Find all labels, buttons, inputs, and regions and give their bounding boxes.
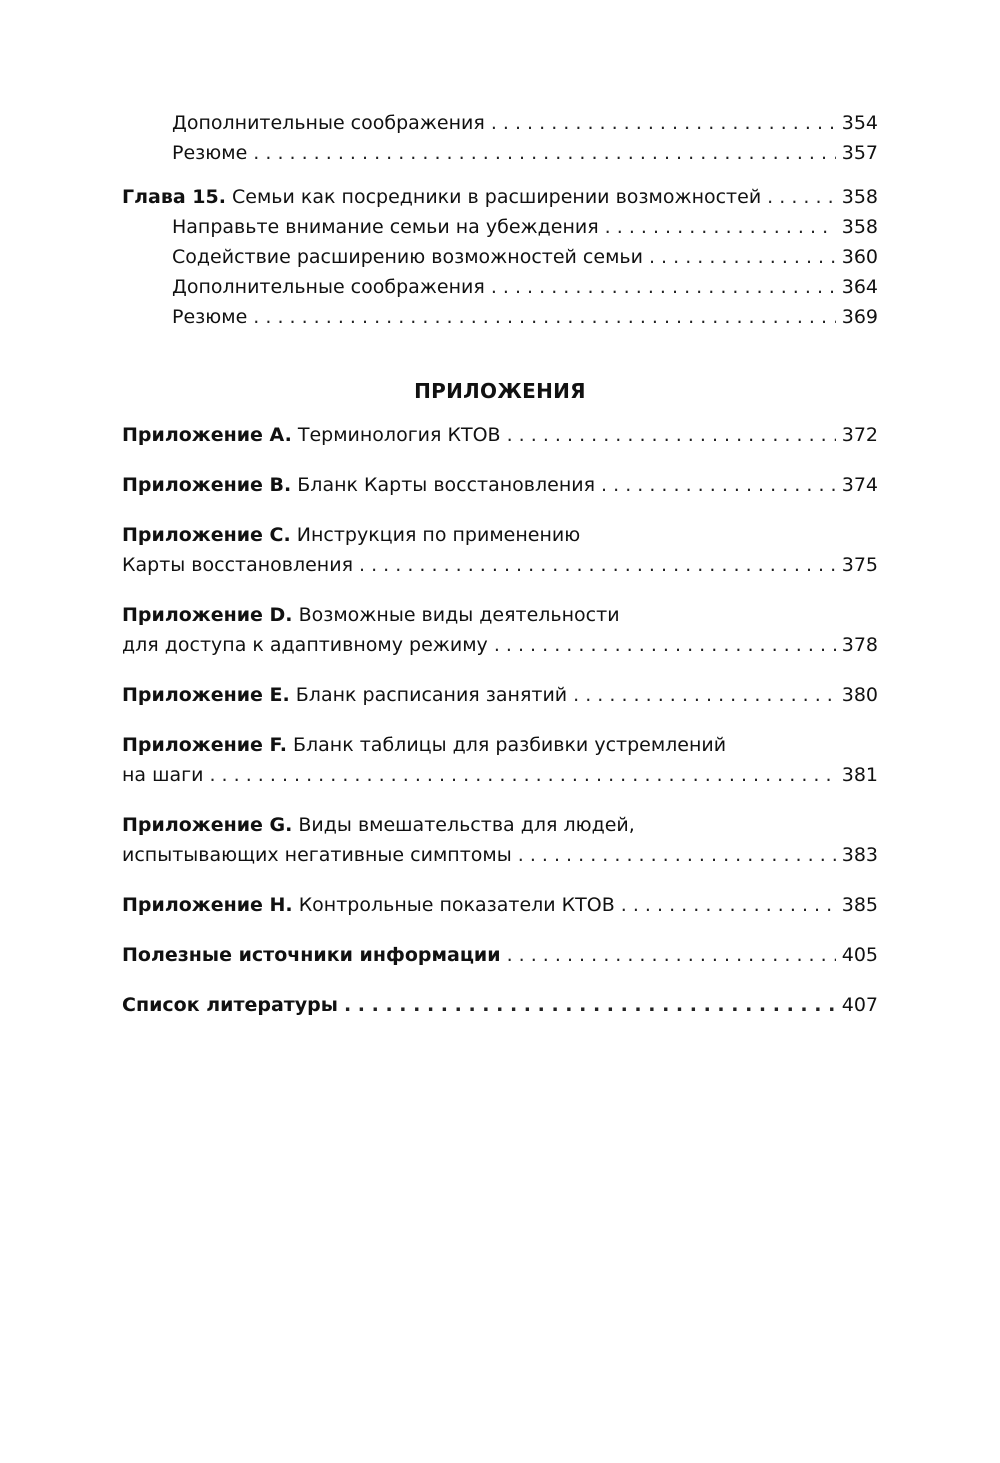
toc-entry[interactable]: [122, 108, 878, 138]
appendix-title-text: Контрольные показатели КТОВ: [298, 894, 615, 916]
appendix-entry[interactable]: [122, 890, 878, 920]
appendix-prefix: Приложение D.: [122, 604, 293, 626]
dot-leader: [507, 420, 836, 450]
appendix-title-continuation: для доступа к адаптивному режиму: [122, 634, 488, 656]
appendix-title-line2: [122, 550, 878, 580]
toc-entry-page: 369: [841, 306, 878, 328]
appendix-title-text: Инструкция по применению: [296, 524, 581, 546]
table-of-contents: [122, 108, 878, 1020]
back-matter-entry[interactable]: [122, 940, 878, 970]
dot-leader: [253, 138, 836, 168]
appendix-prefix: Приложение E.: [122, 684, 290, 706]
chapter-title-text: Семьи как посредники в расширении возможностей: [232, 186, 762, 208]
appendix-title: [122, 680, 567, 710]
toc-entry-page: 385: [841, 894, 878, 916]
appendix-title-line1: [122, 600, 878, 630]
toc-entry[interactable]: [122, 138, 878, 168]
back-matter-entry[interactable]: [122, 990, 878, 1020]
appendix-title-continuation: Карты восстановления: [122, 554, 354, 576]
toc-chapter-title: [122, 182, 761, 212]
dot-leader: [621, 890, 836, 920]
dot-leader: [494, 630, 836, 660]
dot-leader: [767, 182, 836, 212]
toc-entry-page: 383: [841, 844, 878, 866]
dot-leader: [344, 990, 836, 1020]
appendix-title-text: Бланк таблицы для разбивки устремлений: [292, 734, 727, 756]
dot-leader: [253, 302, 836, 332]
appendix-prefix: Приложение F.: [122, 734, 287, 756]
appendix-title-line1: [122, 730, 878, 760]
appendix-title-text: Терминология КТОВ: [297, 424, 501, 446]
appendix-title-line1: [122, 520, 878, 550]
appendix-entry[interactable]: [122, 730, 878, 790]
appendix-entry[interactable]: [122, 810, 878, 870]
dot-leader: [573, 680, 836, 710]
appendix-title-line1: [122, 810, 878, 840]
toc-entry-page: 407: [841, 994, 878, 1016]
section-heading: ПРИЛОЖЕНИЯ: [414, 379, 586, 403]
appendix-entry[interactable]: [122, 680, 878, 710]
appendix-title: [122, 470, 595, 500]
toc-entry-page: 375: [841, 554, 878, 576]
appendix-title: [122, 890, 615, 920]
back-matter-title: Список литературы: [122, 994, 338, 1016]
toc-entry[interactable]: [122, 242, 878, 272]
dot-leader: [209, 760, 836, 790]
toc-entry-page: 358: [841, 216, 878, 238]
toc-entry-page: 364: [841, 276, 878, 298]
dot-leader: [491, 108, 836, 138]
appendix-title-text: Бланк Карты восстановления: [297, 474, 596, 496]
toc-entry[interactable]: [122, 272, 878, 302]
toc-entry-page: 372: [841, 424, 878, 446]
appendix-entry[interactable]: [122, 420, 878, 450]
appendix-title-line2: [122, 760, 878, 790]
dot-leader: [491, 272, 836, 302]
toc-entry-title: Резюме: [172, 142, 248, 164]
appendix-prefix: Приложение G.: [122, 814, 293, 836]
appendix-entry[interactable]: [122, 470, 878, 500]
dot-leader: [605, 212, 836, 242]
appendix-prefix: Приложение C.: [122, 524, 291, 546]
back-matter-title: Полезные источники информации: [122, 944, 501, 966]
dot-leader: [601, 470, 836, 500]
appendix-title-line2: [122, 630, 878, 660]
toc-chapter-entry[interactable]: [122, 182, 878, 212]
appendix-title-continuation: на шаги: [122, 764, 204, 786]
appendix-entry[interactable]: [122, 600, 878, 660]
toc-entry-page: 381: [841, 764, 878, 786]
appendix-title: [122, 420, 501, 450]
appendix-title-text: Бланк расписания занятий: [295, 684, 568, 706]
toc-entry-page: 357: [841, 142, 878, 164]
toc-entry-title: Содействие расширению возможностей семьи: [172, 246, 643, 268]
appendix-title-line2: [122, 840, 878, 870]
dot-leader: [507, 940, 836, 970]
toc-entry-page: 354: [841, 112, 878, 134]
toc-entry-title: Дополнительные соображения: [172, 112, 485, 134]
toc-entry-page: 380: [841, 684, 878, 706]
toc-entry-title: Дополнительные соображения: [172, 276, 485, 298]
appendix-prefix: Приложение A.: [122, 424, 292, 446]
appendix-prefix: Приложение H.: [122, 894, 293, 916]
dot-leader: [518, 840, 836, 870]
dot-leader: [649, 242, 836, 272]
appendix-title-text: Виды вмешательства для людей,: [298, 814, 635, 836]
toc-entry-page: 405: [841, 944, 878, 966]
toc-entry[interactable]: [122, 212, 878, 242]
toc-entry-title: Резюме: [172, 306, 248, 328]
toc-entry-title: Направьте внимание семьи на убеждения: [172, 216, 599, 238]
appendix-title-continuation: испытывающих негативные симптомы: [122, 844, 512, 866]
toc-entry[interactable]: [122, 302, 878, 332]
toc-entry-page: 358: [841, 186, 878, 208]
appendix-entry[interactable]: [122, 520, 878, 580]
toc-entry-page: 360: [841, 246, 878, 268]
chapter-prefix: Глава 15.: [122, 186, 226, 208]
dot-leader: [359, 550, 836, 580]
toc-entry-page: 378: [841, 634, 878, 656]
appendix-prefix: Приложение B.: [122, 474, 292, 496]
appendix-title-text: Возможные виды деятельности: [298, 604, 620, 626]
toc-entry-page: 374: [841, 474, 878, 496]
